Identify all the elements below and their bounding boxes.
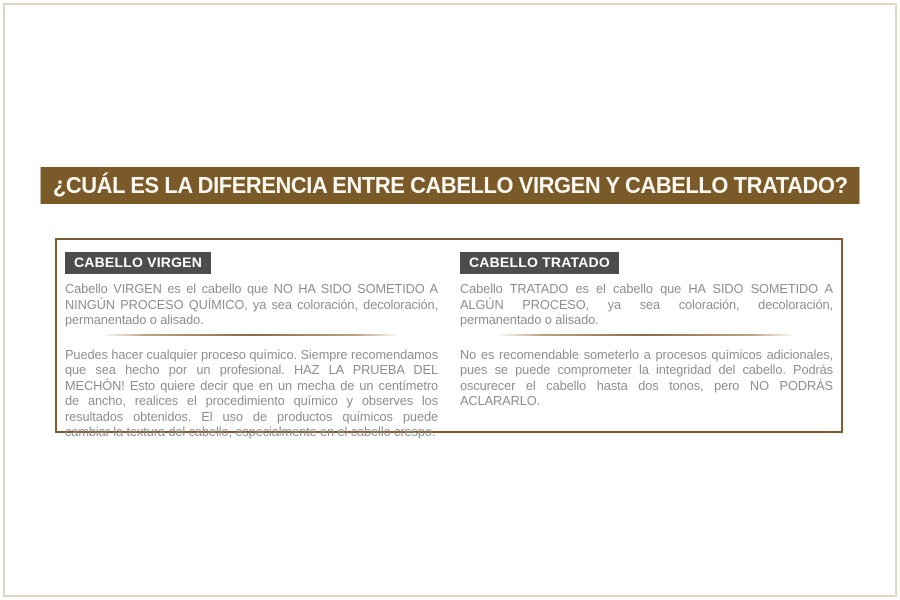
virgin-hair-definition: Cabello VIRGEN es el cabello que NO HA SIDO SOMETIDO A NINGÚN PROCESO QUÍMICO, ya sea coloración, decoloración, permanentado o alisado.	[65, 281, 438, 327]
virgin-column-divider	[102, 334, 400, 336]
page-title: ¿CUÁL ES LA DIFERENCIA ENTRE CABELLO VIRGEN Y CABELLO TRATADO?	[52, 172, 848, 198]
virgin-hair-label: CABELLO VIRGEN	[74, 254, 203, 270]
title-banner	[40, 167, 859, 204]
treated-hair-label: CABELLO TRATADO	[469, 254, 610, 270]
treated-hair-advice: No es recomendable someterlo a procesos químicos adicionales, pues se puede comprometer la integridad del cabello. Podrás oscurecer el cabello hasta dos tonos, pero NO PODRÁS ACLARARLO.	[460, 346, 833, 408]
treated-hair-definition: Cabello TRATADO es el cabello que HA SIDO SOMETIDO A ALGÚN PROCESO, ya sea coloración, decoloración, permanentado o alisado.	[460, 281, 833, 327]
virgin-hair-label-chip	[65, 252, 211, 274]
virgin-hair-advice: Puedes hacer cualquier proceso químico. Siempre recomendamos que sea hecho por un profesional. HAZ LA PRUEBA DEL MECHÓN! Esto quiere decir que en un mecha de un centímetro de ancho, realices el procedimiento químico y observes los resultados obtenidos. El uso de productos químicos puede cambiar la textura del cabello, especialmente en el cabello crespo.	[65, 346, 438, 439]
comparison-box	[55, 238, 843, 439]
treated-column-divider	[497, 334, 795, 336]
treated-hair-label-chip	[460, 252, 619, 274]
title-banner-row	[0, 167, 900, 204]
